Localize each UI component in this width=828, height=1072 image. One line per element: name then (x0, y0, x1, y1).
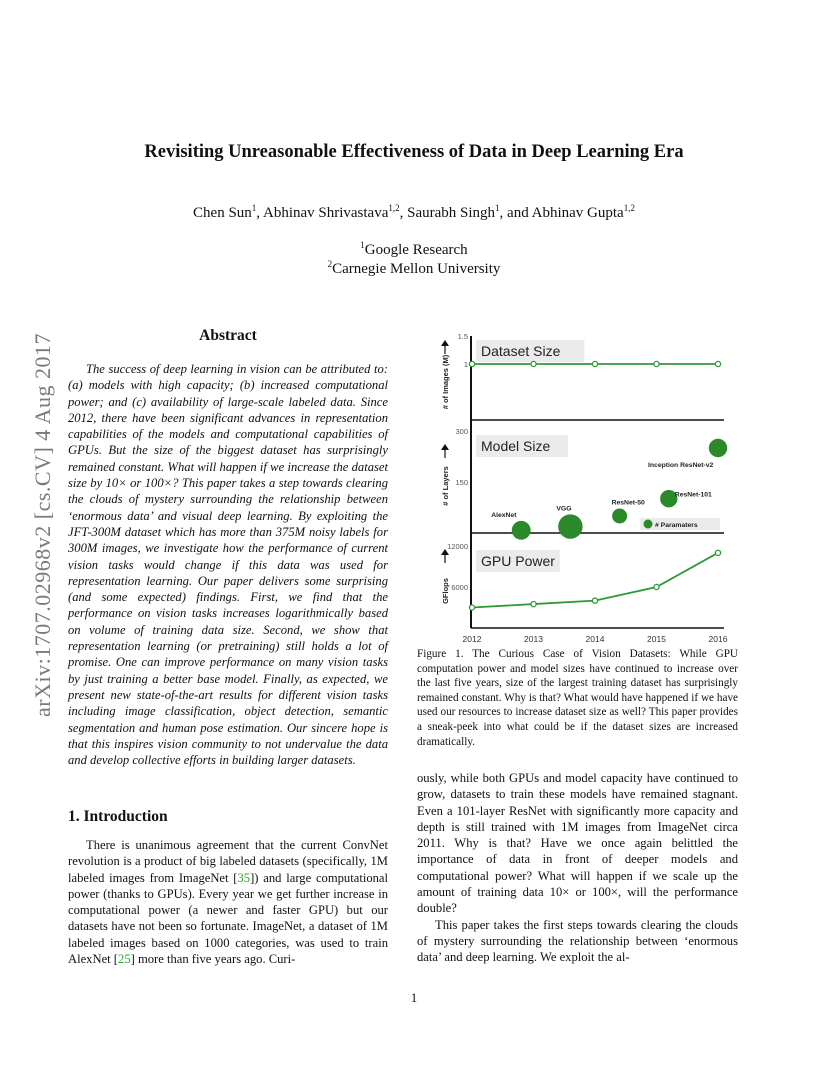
figure-1-chart (432, 328, 732, 646)
intro-text: ]) and large computational power (thanks to GPUs). Every year we get further increase in computational power (a newer and faster GPU) but our datasets have not been so fortunate. ImageNet, a dataset of 1M labeled images based on 1000 categories, was used to train AlexNet [ (68, 870, 388, 967)
figure-1 (432, 328, 732, 651)
x-tick-label: 2013 (524, 634, 543, 644)
intro-text: ] more than five years ago. Curi- (130, 952, 296, 967)
abstract-body (68, 361, 388, 768)
affiliation-1 (0, 242, 828, 259)
section-heading-introduction: 1. Introduction (68, 808, 168, 825)
model-bubble (558, 514, 582, 538)
author-name: Abhinav Shrivastava (262, 205, 389, 221)
y-axis-label: # of Layers (441, 466, 450, 506)
model-label: ResNet-50 (611, 499, 645, 507)
author-name: Saurabh Singh (407, 205, 496, 221)
model-bubble (512, 521, 531, 540)
x-tick-label: 2014 (585, 634, 605, 644)
y-tick-label: 6000 (451, 583, 468, 592)
model-label: AlexNet (491, 511, 517, 519)
paper-title: Revisiting Unreasonable Effectiveness of Data in Deep Learning Era (144, 142, 684, 162)
author-affiliation-mark: 1 (495, 203, 500, 213)
legend-marker (644, 520, 653, 529)
intro-text: There is unanimous agreement that the current ConvNet revolution is a product of big labeled datasets (specifically, 1M labeled images from ImageNet [ (68, 838, 388, 885)
author-separator: , (399, 205, 408, 221)
data-point (531, 361, 536, 366)
author-name: Chen Sun (193, 205, 252, 221)
author-separator: , (256, 205, 263, 221)
page-number: 1 (410, 990, 418, 1005)
author-affiliation-mark: 1,2 (388, 203, 400, 213)
x-tick-label: 2016 (708, 634, 728, 644)
model-bubble (612, 509, 627, 524)
model-bubble (709, 439, 727, 457)
body-paragraph: ously, while both GPUs and model capacity have continued to grow, datasets to train these models have remained stagnant. Even a 101-layer ResNet with significantly more capacity and depth is still trained with 1M images from ImageNet circa 2011. Why is that? Have we once again belittled the importance of data in front of deeper models and computational power? What will happen if we scale up the amount of training data 10× or 100×, will the performance double? (417, 771, 738, 916)
model-label: Inception ResNet-v2 (648, 462, 714, 470)
right-column-body (417, 770, 738, 966)
citation-link[interactable]: 35 (237, 870, 251, 885)
data-point (715, 361, 720, 366)
x-tick-label: 2012 (462, 634, 482, 644)
affiliation-name: Google Research (364, 242, 468, 258)
author-name: Abhinav Gupta (531, 205, 624, 221)
data-point (592, 361, 597, 366)
x-tick-label: 2015 (647, 634, 666, 644)
affiliation-2 (0, 261, 828, 278)
data-point (654, 361, 659, 366)
y-tick-label: 12000 (447, 542, 468, 551)
introduction-body (68, 837, 388, 967)
model-label: VGG (556, 505, 572, 513)
author-affiliation-mark: 1 (251, 203, 257, 213)
y-axis-arrow-head (441, 340, 449, 346)
y-axis-label: # of Images (M) (441, 354, 450, 410)
affiliation-mark: 1 (360, 240, 365, 250)
body-paragraph: This paper takes the first steps towards clearing the clouds of mystery surrounding the relationship between ‘enormous data’ and deep learning. We exploit the al- (417, 917, 738, 965)
panel-title: Dataset Size (481, 343, 561, 359)
data-point (469, 361, 474, 366)
figure-caption: Figure 1. The Curious Case of Vision Datasets: While GPU computation power and model sizes have continued to increase over the last five years, size of the largest training dataset has surprisingly remained constant. Why is that? What would have happened if we have used our resources to increase dataset size as well? This paper provides a sneak-peek into what could be if the dataset sizes are increased dramatically. (417, 648, 738, 748)
data-point (654, 584, 659, 589)
affiliation-mark: 2 (327, 259, 333, 269)
abstract-paragraph: The success of deep learning in vision can be attributed to: (a) models with high capacity; (b) increased computational power; and (c) availability of large-scale labeled data. Since 2012, there have been significant advances in representation capabilities of the models and computational capabilities of GPUs. But the size of the biggest dataset has surprisingly remained constant. What will happen if we increase the dataset size by 10× or 100×? This paper takes a step towards clearing the clouds of mystery surrounding the relationship between ‘enormous data’ and visual deep learning. By exploiting the JFT-300M dataset which has more than 375M noisy labels for 300M images, we investigate how the performance of current vision tasks would change if this data was used for representation learning. Our paper delivers some surprising (and some expected) findings. First, we find that the performance on vision tasks increases logarithmically based on volume of training data size. Second, we show that representation learning (or pretraining) still holds a lot of promise. One can improve performance on many vision tasks by just training a better base model. Finally, as expected, we present new state-of-the-art results for different vision tasks including image classification, object detection, semantic segmentation and human pose estimation. Our sincere hope is that this inspires vision community to not undervalue the data and develop collective efforts in building larger datasets. (68, 362, 388, 768)
data-point (531, 601, 536, 606)
data-point (469, 605, 474, 610)
data-point (715, 550, 720, 555)
author-list (0, 205, 828, 222)
citation-link[interactable]: 25 (118, 952, 131, 967)
model-label: ResNet-101 (674, 491, 712, 499)
y-axis-label: GFlops (441, 578, 450, 604)
abstract-heading: Abstract (199, 327, 257, 344)
y-axis-arrow-head (441, 444, 449, 450)
y-tick-label: 300 (455, 427, 468, 436)
affiliation-name: Carnegie Mellon University (332, 261, 501, 277)
author-separator: , and (499, 205, 532, 221)
panel-title: GPU Power (481, 553, 555, 569)
data-point (592, 598, 597, 603)
author-affiliation-mark: 1,2 (623, 203, 635, 213)
y-tick-label: 1 (463, 360, 468, 369)
intro-paragraph (68, 837, 388, 967)
legend-label: # Paramaters (655, 522, 698, 529)
y-tick-label: 1.5 (457, 332, 468, 341)
arxiv-watermark: arXiv:1707.02968v2 [cs.CV] 4 Aug 2017 (30, 333, 55, 717)
y-tick-label: 150 (455, 478, 468, 487)
panel-title: Model Size (481, 438, 551, 454)
